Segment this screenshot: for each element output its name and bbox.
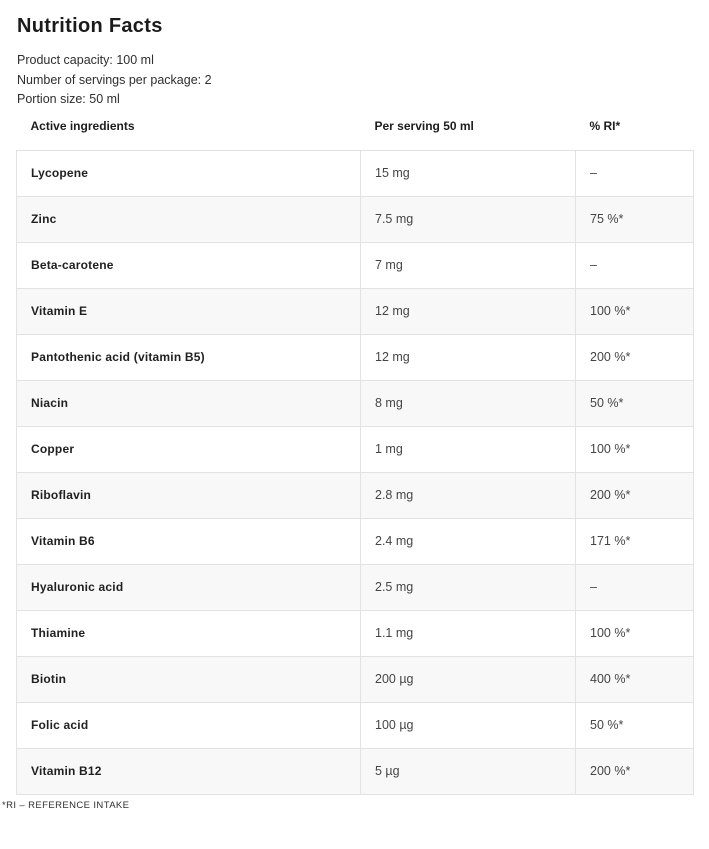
ri-percent-cell: 75 %* xyxy=(576,196,694,242)
ri-reference-footnote: *RI – REFERENCE INTAKE xyxy=(2,799,130,811)
ingredient-name-cell: Copper xyxy=(17,426,361,472)
ingredient-name-cell: Folic acid xyxy=(17,702,361,748)
per-serving-cell: 1 mg xyxy=(361,426,576,472)
ingredient-name-cell: Vitamin B6 xyxy=(17,518,361,564)
ingredient-name-cell: Niacin xyxy=(17,380,361,426)
per-serving-cell: 7 mg xyxy=(361,242,576,288)
per-serving-cell: 1.1 mg xyxy=(361,610,576,656)
per-serving-cell: 5 µg xyxy=(361,748,576,794)
per-serving-cell: 2.4 mg xyxy=(361,518,576,564)
ingredient-name-cell: Zinc xyxy=(17,196,361,242)
table-row xyxy=(17,472,694,518)
ingredient-name-cell: Riboflavin xyxy=(17,472,361,518)
ingredient-name-cell: Thiamine xyxy=(17,610,361,656)
table-row xyxy=(17,380,694,426)
ri-percent-cell: 100 %* xyxy=(576,426,694,472)
table-header-row xyxy=(17,116,694,151)
per-serving-cell: 12 mg xyxy=(361,334,576,380)
table-row xyxy=(17,702,694,748)
ingredient-name-cell: Pantothenic acid (vitamin B5) xyxy=(17,334,361,380)
ri-percent-cell: 400 %* xyxy=(576,656,694,702)
page-title: Nutrition Facts xyxy=(17,15,163,37)
ingredient-name-cell: Vitamin B12 xyxy=(17,748,361,794)
ri-percent-cell: 200 %* xyxy=(576,748,694,794)
ri-percent-cell: – xyxy=(576,564,694,610)
per-serving-cell: 2.8 mg xyxy=(361,472,576,518)
table-row xyxy=(17,288,694,334)
table-row xyxy=(17,518,694,564)
header-active-ingredients: Active ingredients xyxy=(17,116,361,151)
ingredient-name-cell: Hyaluronic acid xyxy=(17,564,361,610)
ri-percent-cell: 100 %* xyxy=(576,610,694,656)
ingredient-name-cell: Vitamin E xyxy=(17,288,361,334)
product-meta xyxy=(17,51,709,110)
table-row xyxy=(17,564,694,610)
per-serving-cell: 2.5 mg xyxy=(361,564,576,610)
ingredient-name-cell: Biotin xyxy=(17,656,361,702)
portion-size-text: Portion size: 50 ml xyxy=(17,92,120,106)
table-row xyxy=(17,748,694,794)
table-row xyxy=(17,196,694,242)
ingredient-name-cell: Lycopene xyxy=(17,150,361,196)
ri-percent-cell: 200 %* xyxy=(576,334,694,380)
ri-percent-cell: 50 %* xyxy=(576,702,694,748)
ri-percent-cell: 100 %* xyxy=(576,288,694,334)
table-row xyxy=(17,242,694,288)
nutrition-table xyxy=(16,116,694,795)
product-capacity-text: Product capacity: 100 ml xyxy=(17,53,154,67)
table-row xyxy=(17,656,694,702)
ri-percent-cell: – xyxy=(576,242,694,288)
table-row xyxy=(17,334,694,380)
per-serving-cell: 15 mg xyxy=(361,150,576,196)
table-row xyxy=(17,610,694,656)
table-row xyxy=(17,150,694,196)
per-serving-cell: 100 µg xyxy=(361,702,576,748)
per-serving-cell: 8 mg xyxy=(361,380,576,426)
ri-percent-cell: 50 %* xyxy=(576,380,694,426)
per-serving-cell: 12 mg xyxy=(361,288,576,334)
ingredient-name-cell: Beta-carotene xyxy=(17,242,361,288)
table-body xyxy=(17,150,694,794)
ri-percent-cell: 200 %* xyxy=(576,472,694,518)
per-serving-cell: 200 µg xyxy=(361,656,576,702)
ri-percent-cell: – xyxy=(576,150,694,196)
table-row xyxy=(17,426,694,472)
header-per-serving: Per serving 50 ml xyxy=(361,116,576,151)
header-ri-percent: % RI* xyxy=(576,116,694,151)
ri-percent-cell: 171 %* xyxy=(576,518,694,564)
servings-per-package-text: Number of servings per package: 2 xyxy=(17,72,212,87)
per-serving-cell: 7.5 mg xyxy=(361,196,576,242)
